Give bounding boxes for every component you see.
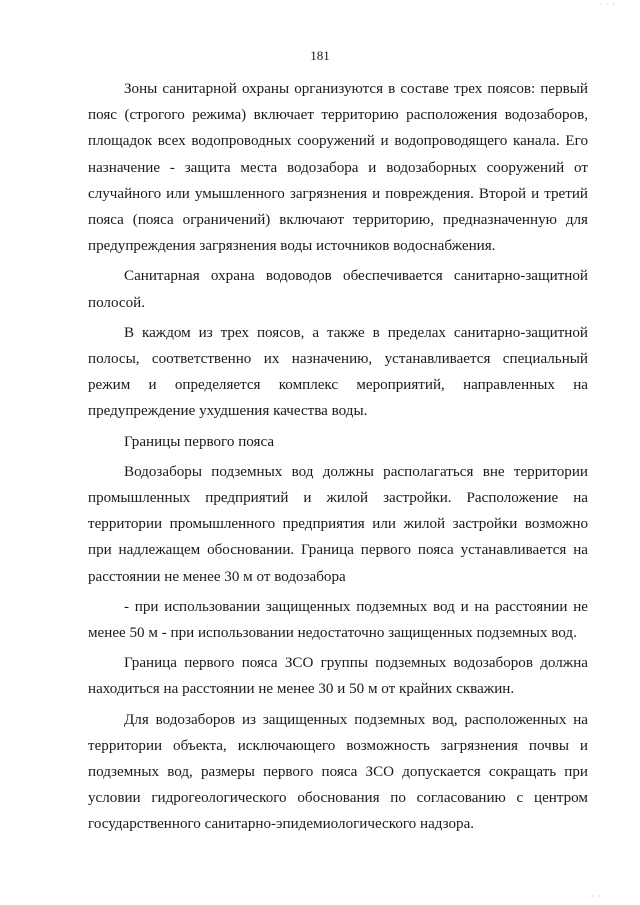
paragraph-protected-waters: Для водозаборов из защищенных подземных вод, расположенных на территории объекта, исключающего возможность загрязнения почвы и подземных вод, размеры первого пояса ЗСО допускается сокращать при условии гидрогеологического обоснования по согласованию с центром государственного санитарно-эпидемиологического надзора.	[88, 711, 588, 833]
paragraph-water-conduits: Санитарная охрана водоводов обеспечивается санитарно-защитной полосой.	[88, 268, 588, 311]
section-heading-first-zone: Границы первого пояса	[124, 433, 275, 450]
page-number: 181	[310, 48, 330, 63]
paragraph-zone-regime: В каждом из трех поясов, а также в пределах санитарно-защитной полосы, соответственно их назначению, устанавливается специальный режим и определяется комплекс мероприятий, направленных на предупреждение ухудшения качества воды.	[88, 324, 588, 420]
paragraph-sanitary-zones: Зоны санитарной охраны организуются в составе трех поясов: первый пояс (строгого режима) включает территорию расположения водозаборов, площадок всех водопроводных сооружений и водопроводящего канала. Его назначение - защита места водозабора и водозаборных сооружений от случайного или умышленного загрязнения и повреждения. Второй и третий пояса (пояса ограничений) включают территорию, предназначенную для предупреждения загрязнения воды источников водоснабжения.	[88, 81, 588, 255]
paragraph-water-intake-location: Водозаборы подземных вод должны располагаться вне территории промышленных предприятий и жилой застройки. Расположение на территории промышленного предприятия или жилой застройки возможно при надлежащем обосновании. Граница первого пояса устанавливается на расстоянии не менее 30 м от водозабора	[88, 463, 588, 585]
paragraph-distance-rule: - при использовании защищенных подземных вод и на расстоянии не менее 50 м - при использовании недостаточно защищенных подземных вод.	[88, 598, 588, 642]
scan-artifact-bottom: · · · ·	[584, 892, 608, 901]
paragraph-group-intakes: Граница первого пояса ЗСО группы подземных водозаборов должна находиться на расстоянии не менее 30 и 50 м от крайних скважин.	[88, 655, 588, 698]
scan-artifact-top: · · ·	[599, 0, 616, 9]
page-body	[88, 76, 588, 842]
